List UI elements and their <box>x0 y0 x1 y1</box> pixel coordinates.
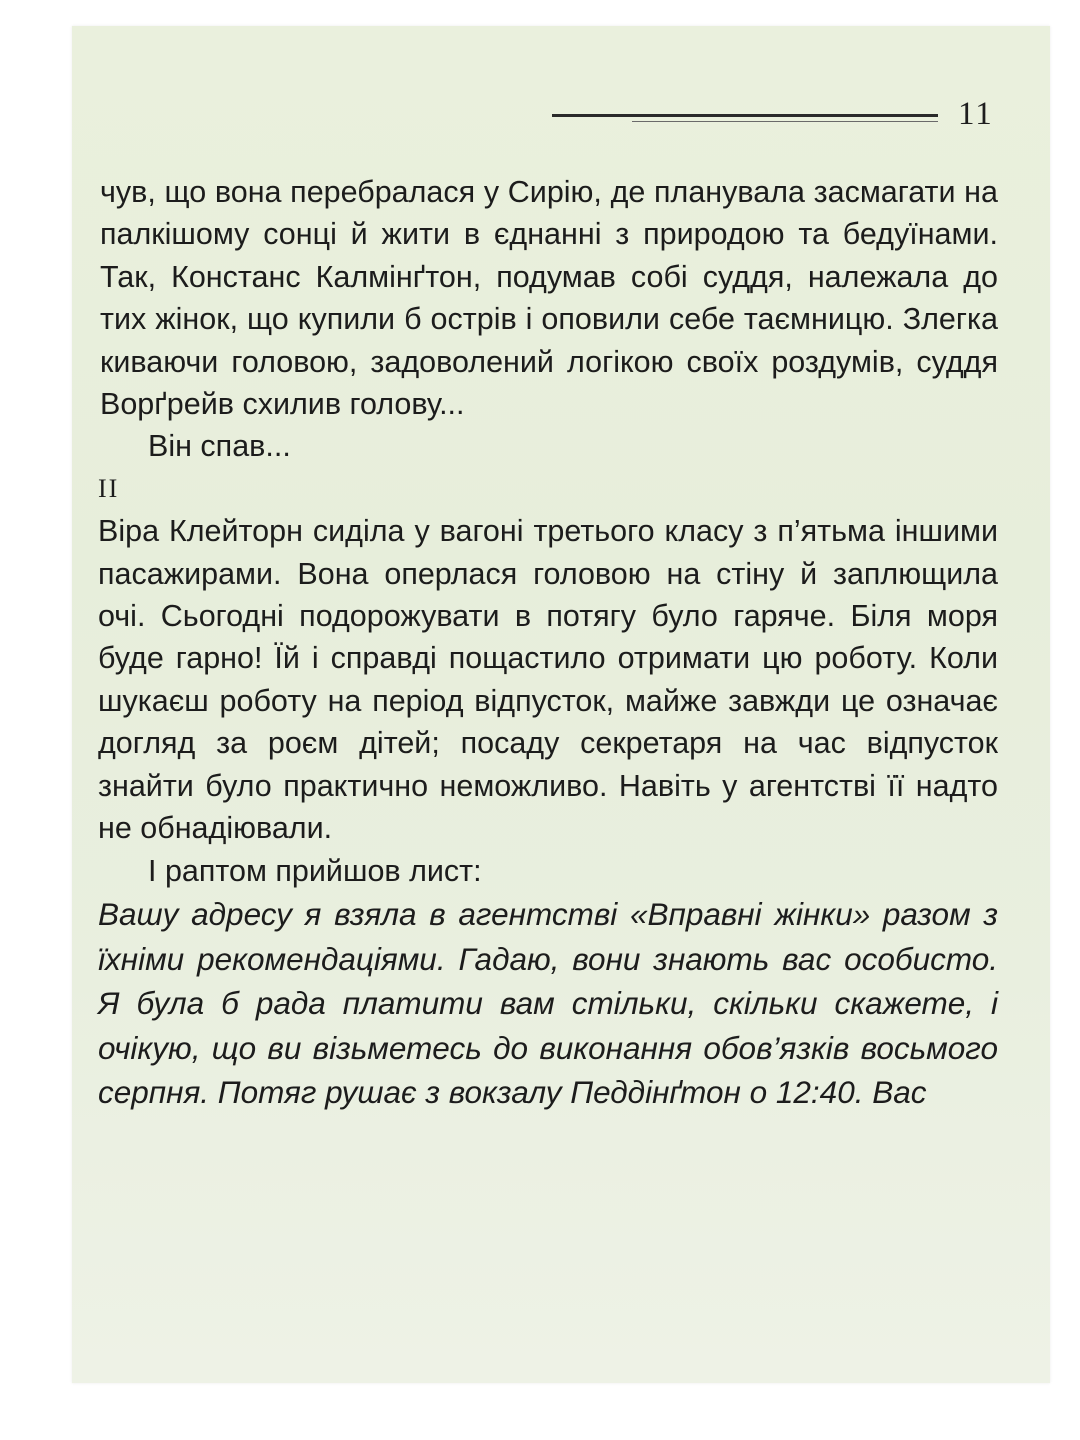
header-rule <box>552 114 938 117</box>
paragraph-letter-intro: І раптом прийшов лист: <box>148 853 482 888</box>
paragraph-judge-thoughts: чув, що вона перебралася у Сирію, де планувала засмагати на палкішому сонці й жити в єднанні з природою та бедуїнами. Так, Констанс Калмінґтон, подумав собі суддя, належала до тих жінок, що купили б острів і оповили себе таємницю. Злегка киваючи головою, задоволений логікою своїх роздумів, суддя Ворґрейв схилив голову... <box>100 175 998 422</box>
paragraph-vera-train: Віра Клейторн сиділа у вагоні третього класу з п’ятьма іншими пасажирами. Вона оперлася головою на стіну й заплющила очі. Сьогодні подорожувати в потягу було гаряче. Біля моря буде гарно! Їй і справді пощастило отримати цю роботу. Коли шукаєш роботу на період відпусток, майже завжди це означає догляд за роєм дітей; посаду секретаря на час відпусток знайти було практично неможливо. Навіть у агентстві її надто не обнадіювали. <box>98 514 998 846</box>
book-page <box>72 26 1050 1383</box>
paragraph-he-slept: Він спав... <box>148 429 291 464</box>
header-rule-thin <box>632 121 938 122</box>
section-number: II <box>98 473 120 503</box>
page-number: 11 <box>958 96 994 132</box>
letter-text: Вашу адресу я взяла в агентстві «Вправні жінки» разом з їхніми рекомендаціями. Гадаю, вони знають вас особисто. Я була б рада платити вам стільки, скільки скажете, і очікую, що ви візьметесь до виконання обов’язків восьмого серпня. Потяг рушає з вокзалу Педдінґтон о 12:40. Вас <box>98 895 998 1111</box>
body-text <box>98 171 998 1115</box>
running-head <box>72 94 1050 134</box>
